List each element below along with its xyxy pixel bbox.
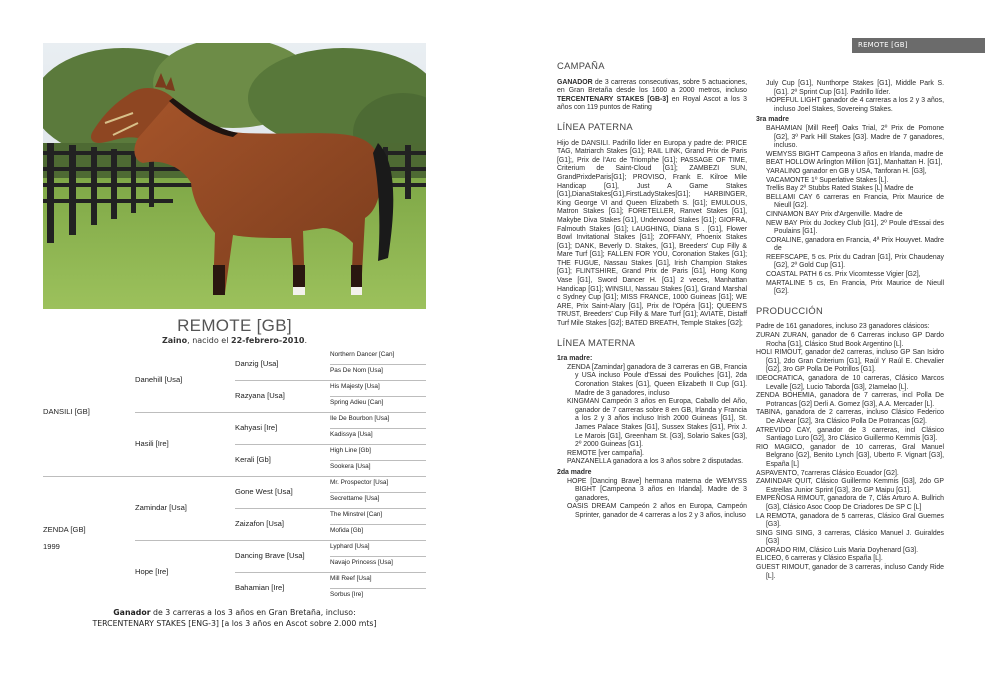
campana-text [557, 79, 747, 113]
pedigree-divider [235, 572, 330, 573]
third-dam-entry: COASTAL PATH 6 cs. Prix Vicomtesse Vigier [G2], [766, 271, 921, 279]
first-dam-entry: PANZANELLA ganadora a los 3 años sobre 2 disputadas. [567, 458, 744, 466]
produccion-item: ZAMINDAR QUIT, Clásico Guillermo Kemmis [G3], 2do GP Estrellas Junior Sprint [G3], 3ro GP Maipu [G1]. [756, 478, 944, 494]
continued-entry: HOPEFUL LIGHT ganador de 4 carreras a los 2 y 3 años, incluso Joel Stakes, Sovereing Stakes. [766, 97, 944, 113]
linea-paterna-text: Hijo de DANSILI. Padrillo líder en Europa y padre de: PRICE TAG, Matriarch Stakes [G1]; RAIL LINK, Grand Prix de Paris [G1];, Prix de l'Arc de Triomphe [G1]; PASSAGE OF TIME, Criterium de Saint-Cloud [G1]; ZAMBEZI SUN, GrandPrixdeParis[G1]; PROVISO, Frank E. Kilroe Mile Handicap [G1], Just A Game Stakes [G1],DianaStakes[G1],FirstLadyStakes[G1]; HARBINGER, King George VI and Queen Elizabeth S. [G1]; EMULOUS, Matron Stakes [G1]; FORETELLER, Ranvet Stakes [G1], Makybe Diva Stakes [G1], Underwood Stakes [G1]; GIOFRA, Falmouth Stakes [G1]; LAUGHING, Diana S . [G1], Flower Bowl Invitational Stakes [G1]; ZOFFANY, Phoenix Stakes [G1]; DANK, Beverly D. Stakes, [G1], Breeders' Cup Filly & Mare Turf [G1]; FALLEN FOR YOU, Coronation Stakes [G1]; THE FUGUE, Nassau Stakes [G1], Irish Champion Stakes [G1]; FLINTSHIRE, Grand Prix de Paris [G1], Hong Kong Vase [G1], Sword Dancer H. [G1] 2 veces, Manhattan Handicap [G1]; WINSILI, Nassau Stakes [G1], Grand Marshal c Sydney Cup [G1]; MISS FRANCE, 1000 Guineas [G1]; WE ARE, Prix Saint-Alary [G1], Prix de l'Opéra [G1]; QUEEN'S TRUST, Breeders' Cup Filly & Mare Turf [G1]; AVIATE, Distaff Turf Mile Stakes [G2]; BATED BREATH, Temple Stakes [G2]; [557, 139, 747, 328]
produccion-item: ELICEO, 6 carreras y Clásico España [L]. [756, 555, 883, 563]
footer-bold: Ganador [113, 608, 151, 617]
third-dam-entry: YARALINO ganador en GB y USA, Tanforan H. [G3], [766, 167, 927, 175]
born-period: . [304, 336, 308, 345]
produccion-list [756, 323, 944, 581]
pedigree-divider [235, 412, 330, 413]
pedigree-g4-name: High Line [Gb] [330, 447, 371, 454]
campana-bold-2: TERCENTENARY STAKES [GB-3] [557, 95, 669, 103]
pedigree-g4-name: Sookera [Usa] [330, 463, 371, 470]
third-dam-entry: BAHAMIAN [Mill Reef] Oaks Trial, 2º Prix de Pomone [G2], 3º Park Hill Stakes [G3]. Madre de 7 ganadores, incluso. [766, 124, 944, 150]
pedigree-divider [135, 476, 235, 477]
footer-line-2: TERCENTENARY STAKES [ENG-3] [a los 3 años en Ascot sobre 2.000 mts] [92, 619, 377, 628]
produccion-item: TABINA, ganadora de 2 carreras, incluso Clásico Federico De Alvear [G2], 3ra Clásico Polla De Potrancas [G2]. [756, 409, 944, 425]
column-2-continued [756, 80, 944, 297]
continued-entry: July Cup [G1], Nunthorpe Stakes [G1], Middle Park S. [G1]. 2º Sprint Cup [G1]. Padrillo líder. [766, 80, 944, 96]
produccion-item: IDEOCRATICA, ganadora de 10 carreras, Clásico Marcos Levalle [G2], Lucio Taborda [G3], 2Iamelao [L]. [756, 375, 944, 391]
pedigree-divider [330, 460, 426, 461]
pedigree-g3-name: Kerali [Gb] [235, 455, 271, 464]
footer-text-1: de 3 carreras a los 3 años en Gran Bretaña, incluso: [150, 608, 356, 617]
third-dam-entry: BELLAMI CAY 6 carreras en Francia, Prix Maurice de Nieull [G2]. [766, 193, 944, 210]
pedigree-g3-name: Razyana [Usa] [235, 391, 285, 400]
born-text: , nacido el [187, 336, 231, 345]
left-footer [43, 607, 426, 629]
pedigree-divider [330, 412, 426, 413]
pedigree-g4-name: Spring Adieu [Can] [330, 399, 384, 406]
produccion-item: RIO MAGICO, ganador de 10 carreras, Gral Manuel Belgrano [G2], Benito Lynch [G3], Uberto F. Vignart [G3], España [L] [756, 443, 944, 468]
campana-text-1: de 3 carreras consecutivas, sobre 5 actuaciones, en Gran Bretaña desde los 1600 a 2000 metros, incluso [557, 78, 747, 95]
third-dam-label: 3ra madre [756, 116, 789, 124]
pedigree-g4-name: Kadissya [Usa] [330, 431, 373, 438]
third-dam-entry: MARTALINE 5 cs, En Francia, Prix Maurice de Nieull [G2]. [766, 279, 944, 296]
pedigree-g4-name: Ile De Bourbon [Usa] [330, 415, 390, 422]
produccion-item: GUEST RIMOUT, ganador de 3 carreras, incluso Candy Ride [L]. [756, 564, 944, 580]
produccion-item: SING SING SING, 3 carreras, Clásico Manuel J. Guiraldes [G3] [756, 529, 944, 546]
pedigree-g3-name: Danzig [Usa] [235, 359, 279, 368]
pedigree-divider [235, 476, 330, 477]
produccion-item: ADORADO RIM, Clásico Luis Maria Doyhenard [G3]. [756, 546, 918, 554]
pedigree-g4-name: Sorbus [Ire] [330, 591, 364, 598]
linea-materna-text [557, 355, 747, 520]
pedigree-sire-name: DANSILI [GB] [43, 407, 90, 416]
pedigree-divider [330, 588, 426, 589]
linea-materna-title: LÍNEA MATERNA [557, 336, 636, 348]
third-dam-entry: REEFSCAPE, 5 cs. Prix du Cadran [G1], Prix Chaudenay [G2], 2º Gold Cup [G1]. [766, 253, 944, 270]
pedigree-g2-name: Hasili [Ire] [135, 439, 169, 448]
horse-photo [43, 43, 426, 309]
third-dam-entry: Trellis Bay 2º Stubbs Rated Stakes [L] Madre de [766, 185, 914, 193]
horse-color: Zaino [161, 336, 188, 345]
pedigree-g4-name: His Majesty [Usa] [330, 383, 380, 390]
produccion-title: PRODUCCIÓN [756, 304, 824, 316]
horse-birth-info [43, 336, 426, 345]
produccion-intro: Padre de 161 ganadores, incluso 23 ganadores clásicos: [756, 323, 930, 331]
header-tab [852, 38, 985, 53]
pedigree-g2-name: Danehill [Usa] [135, 375, 183, 384]
third-dam-entry: BEAT HOLLOW Arlington Million [G1], Manhattan H. [G1], [766, 159, 943, 167]
pedigree-divider [330, 380, 426, 381]
pedigree-divider [330, 428, 426, 429]
text-column-2 [756, 80, 944, 581]
header-tab-label: REMOTE [GB] [858, 41, 908, 49]
pedigree-g3-name: Kahyasi [Ire] [235, 423, 278, 432]
pedigree-g4-name: Lyphard [Usa] [330, 543, 370, 550]
pedigree-divider [330, 364, 426, 365]
pedigree-divider [330, 540, 426, 541]
campana-text-2: en Royal Ascot a los 3 años con 119 puntos de Rating [557, 95, 747, 112]
pedigree-divider [330, 476, 426, 477]
third-dam-entry: VACAMONTE 1º Superlative Stakes [L]. [766, 176, 889, 184]
second-dam-entry: OASIS DREAM Campeón 2 años en Europa, Campeón Sprinter, ganador de 4 carreras a los 2 y 3 años, incluso [567, 503, 747, 519]
third-dam-entry: WEMYSS BIGHT Campeona 3 años en Irlanda, madre de [766, 150, 944, 158]
pedigree-g2-name: Hope [Ire] [135, 567, 169, 576]
pedigree-divider [330, 492, 426, 493]
third-dam-entry: NEW BAY Prix du Jockey Club [G1], 2º Poule d'Essai des Poulains [G1]. [766, 219, 944, 236]
horse-name-title: REMOTE [GB] [177, 316, 292, 335]
pedigree-divider [330, 572, 426, 573]
pedigree-g4-name: Mofida [Gb] [330, 527, 364, 534]
produccion-item: EMPEÑOSA RIMOUT, ganadora de 7, Clás Arturo A. Bullrich [G3], Clásico Asoc Coop De Criadores De SP C [L] [756, 495, 944, 511]
pedigree-g4-name: Northern Dancer [Can] [330, 351, 395, 358]
produccion-item: ZURAN ZURAN, ganador de 6 Carreras incluso GP Dardo Rocha [G1], Clásico Stud Book Argentino [L]. [756, 332, 944, 348]
pedigree-divider [135, 540, 235, 541]
pedigree-divider [330, 396, 426, 397]
pedigree-g3-name: Bahamian [Ire] [235, 583, 285, 592]
pedigree-divider [330, 444, 426, 445]
pedigree-g4-name: Secrettame [Usa] [330, 495, 380, 502]
born-date: 22-febrero-2010 [231, 336, 305, 345]
second-dam-label: 2da madre [557, 468, 592, 476]
produccion-item: LA REMOTA, ganadora de 5 carreras, Clásico Gral Guemes [G3]. [756, 512, 944, 529]
pedigree-divider [43, 476, 135, 477]
pedigree-g4-name: Navajo Princess [Usa] [330, 559, 393, 566]
pedigree-divider [235, 508, 330, 509]
linea-paterna-title: LÍNEA PATERNA [557, 120, 633, 132]
pedigree-g3-name: Dancing Brave [Usa] [235, 551, 305, 560]
pedigree-dam-name: ZENDA [GB] [43, 525, 86, 534]
pedigree-divider [235, 444, 330, 445]
first-dam-entry: KINGMAN Campeón 3 años en Europa, Caballo del Año, ganador de 7 carreras sobre 8 en GB, Irlanda y Francia a los 2 y 3 años incluso Irish 2000 Guineas [G1], St. James Palace Stakes [G1], Sussex Stakes [G1], Prix J. Le Marois [G1], Greenham St. [G3], Solario Sakes [G3], 2º 2000 Guineas [G1]. [567, 398, 747, 449]
third-dam-entry: CINNAMON BAY Prix d'Argenville. Madre de [766, 210, 903, 218]
campana-bold: GANADOR [557, 78, 593, 86]
third-dam-entry: CORALINE, ganadora en Francia, 4ª Prix Houyvet. Madre de [766, 236, 944, 253]
pedigree-divider [235, 540, 330, 541]
first-dam-label: 1ra madre: [557, 355, 593, 363]
campana-title: CAMPAÑA [557, 60, 605, 71]
pedigree-g4-name: Mr. Prospector [Usa] [330, 479, 389, 486]
text-column-1 [557, 62, 747, 521]
produccion-item: HOLI RIMOUT, ganador de2 carreras, incluso GP San Isidro [G1], 2do Gran Criterium [G1], Raúl Y Raúl E. Chevalier [G2], 3ro GP Polla De Potrillos [G1]. [756, 349, 944, 374]
first-dam-entry: REMOTE [ver campaña]. [567, 449, 644, 457]
pedigree-divider [330, 524, 426, 525]
pedigree-divider [330, 556, 426, 557]
pedigree-dam-year: 1999 [43, 542, 60, 551]
pedigree-g2-name: Zamindar [Usa] [135, 503, 187, 512]
produccion-item: ZENDA BOHEMIA, ganadora de 7 carreras, incl Polla De Potrancas [G2] Derli A. Gomez [G3], A.A. Mercader [L]. [756, 392, 944, 408]
first-dam-entry: ZENDA [Zamindar] ganadora de 3 carreras en GB, Francia y USA incluso Poule d'Essai des Pouliches [G1], 2da Coronation Stakes [G1], Queen Elizabeth II Cup [G1]. Madre de 3 ganadores, incluso [567, 363, 747, 397]
pedigree-g4-name: The Minstrel [Can] [330, 511, 383, 518]
footer-line-1 [43, 607, 426, 618]
produccion-item: ASPAVENTO, 7carreras Clásico Ecuador [G2]. [756, 469, 899, 477]
produccion-item: ATREVIDO CAY, ganador de 3 carreras, incl Clásico Santiago Luro [G2], 3ro Clásico Guillermo Kemmis [G3]. [756, 426, 944, 443]
pedigree-g4-name: Pas De Nom [Usa] [330, 367, 383, 374]
pedigree-divider [330, 508, 426, 509]
pedigree-chart [43, 348, 426, 604]
pedigree-g3-name: Zaizafon [Usa] [235, 519, 284, 528]
second-dam-entry: HOPE [Dancing Brave] hermana materna de WEMYSS BIGHT [Campeona 3 años en Irlanda]. Madre de 3 ganadores, [567, 477, 747, 502]
pedigree-divider [235, 380, 330, 381]
pedigree-divider [135, 412, 235, 413]
pedigree-g3-name: Gone West [Usa] [235, 487, 293, 496]
pedigree-g4-name: Mill Reef [Usa] [330, 575, 372, 582]
